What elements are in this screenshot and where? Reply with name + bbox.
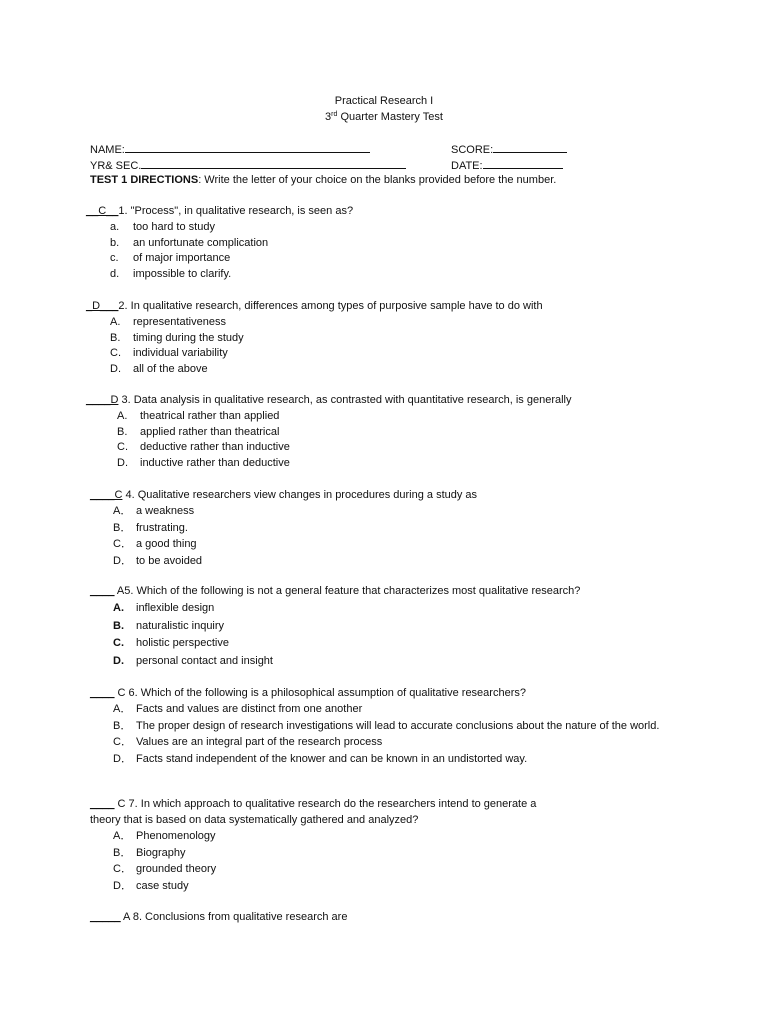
option: a. too hard to study — [110, 221, 215, 233]
question-3: ____D 3. Data analysis in qualitative research, as contrasted with quantitative research, is generally — [86, 394, 572, 406]
answer-blank[interactable]: __C__ — [86, 205, 119, 217]
option: c. of major importance — [110, 252, 231, 264]
year-section-blank[interactable] — [141, 157, 406, 169]
option: C. holistic perspective — [113, 637, 229, 649]
option: D. inductive rather than deductive — [117, 456, 290, 469]
question-4: ____C 4. Qualitative researchers view changes in procedures during a study as — [90, 489, 478, 501]
option: A． a weakness — [113, 505, 195, 517]
option: A. theatrical rather than applied — [117, 410, 280, 422]
name-blank[interactable] — [125, 141, 370, 153]
question-3-options — [117, 409, 680, 471]
option: B. timing during the study — [110, 331, 244, 344]
question-2-options — [110, 315, 673, 377]
question-2: _D___2. In qualitative research, differences among types of purposive sample have to do with — [86, 300, 543, 312]
option: D． to be avoided — [113, 554, 203, 567]
question-7: ____ C 7. In which approach to qualitative research do the researchers intend to generate a — [90, 798, 537, 810]
option: A. inflexible design — [113, 602, 215, 614]
answer-blank[interactable]: _____ — [90, 911, 121, 923]
option: b. an unfortunate complication — [110, 236, 269, 249]
answer-blank[interactable]: ____ — [90, 687, 115, 699]
answer-blank[interactable]: ____ — [90, 585, 115, 597]
question-4-options — [113, 504, 676, 569]
question-1: __C__1. "Process", in qualitative research, is seen as? — [86, 205, 354, 217]
option: D． case study — [113, 879, 189, 892]
option: d. impossible to clarify. — [110, 267, 232, 280]
question-1-options — [110, 220, 673, 282]
answer-blank[interactable]: ____C — [90, 489, 123, 501]
question-8: _____ A 8. Conclusions from qualitative research are — [90, 911, 348, 923]
question-6: ____ C 6. Which of the following is a philosophical assumption of qualitative researchers? — [90, 687, 526, 699]
option: C． a good thing — [113, 538, 197, 550]
option: C． Values are an integral part of the research process — [113, 736, 383, 748]
option: A． Phenomenology — [113, 830, 216, 842]
question-7-options — [113, 829, 676, 894]
test-directions: TEST 1 DIRECTIONS: Write the letter of your choice on the blanks provided before the number. — [90, 174, 557, 186]
question-5-options — [113, 601, 676, 669]
option: D． Facts stand independent of the knower and can be known in an undistorted way. — [113, 752, 528, 765]
option: C. individual variability — [110, 347, 228, 359]
question-6-options — [113, 702, 676, 767]
document-subtitle: 3rd Quarter Mastery Test — [325, 111, 443, 123]
option: B. naturalistic inquiry — [113, 619, 225, 632]
question-7-continued: theory that is based on data systematically gathered and analyzed? — [90, 814, 419, 826]
option: A. representativeness — [110, 316, 226, 328]
option: B． frustrating. — [113, 521, 188, 534]
answer-blank[interactable]: _D___ — [86, 300, 119, 312]
question-5: ____ A5. Which of the following is not a general feature that characterizes most qualitative research? — [90, 585, 581, 597]
year-section-field[interactable]: YR& SEC. — [90, 157, 406, 175]
option: C． grounded theory — [113, 863, 217, 875]
option: C. deductive rather than inductive — [117, 441, 290, 453]
option: D. all of the above — [110, 362, 208, 375]
score-field[interactable]: SCORE: — [451, 141, 567, 159]
option: D. personal contact and insight — [113, 654, 273, 667]
option: B． Biography — [113, 846, 186, 859]
name-field[interactable]: NAME: — [90, 141, 370, 159]
date-field[interactable]: DATE: — [451, 157, 563, 175]
score-blank[interactable] — [493, 141, 567, 153]
option: A． Facts and values are distinct from one another — [113, 703, 363, 715]
answer-blank[interactable]: ____D — [86, 394, 119, 406]
option: B． The proper design of research investigations will lead to accurate conclusions about the nature of the world. — [113, 719, 660, 732]
document-title: Practical Research I — [334, 95, 434, 107]
answer-blank[interactable]: ____ — [90, 798, 115, 810]
date-blank[interactable] — [483, 157, 563, 169]
option: B. applied rather than theatrical — [117, 425, 280, 438]
